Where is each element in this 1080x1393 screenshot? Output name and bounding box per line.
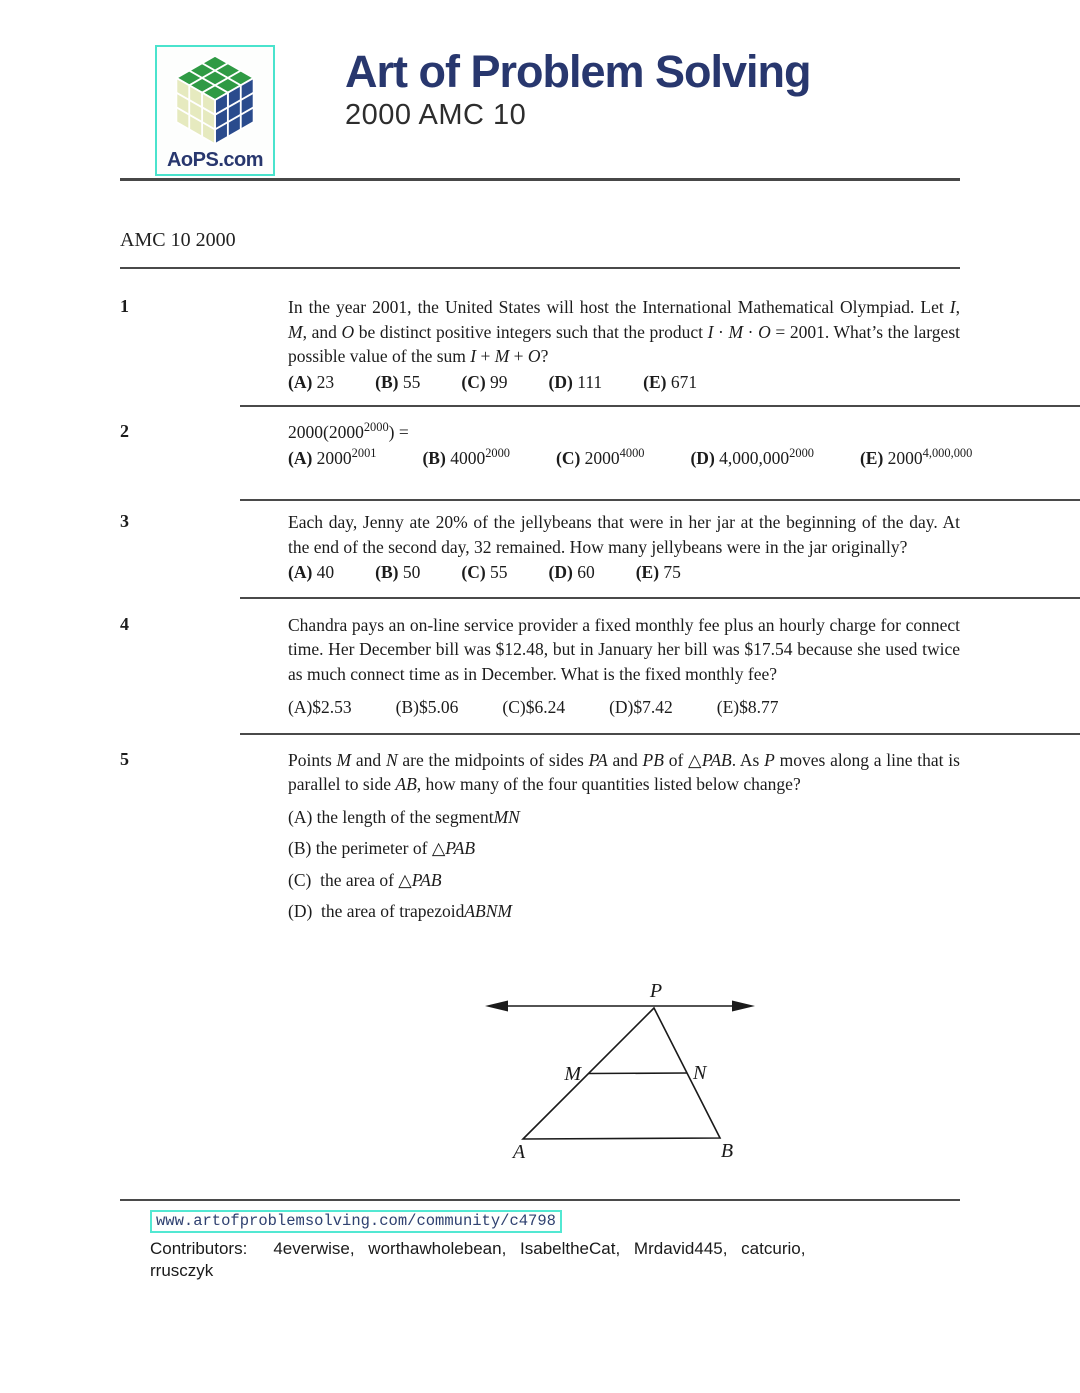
p5-item-d: (D) the area of trapezoidABNM [288, 901, 512, 921]
problem-number: 5 [120, 748, 129, 769]
p1-choice-c: (C) 99 [461, 371, 508, 392]
p3-choice-e: (E) 75 [635, 562, 681, 582]
aops-cube-logo [169, 52, 261, 148]
problem-text: $2000(2000^{2000})$ = [288, 420, 409, 442]
quantity-list [288, 805, 960, 924]
choices-row [288, 446, 972, 471]
triangle-figure [460, 981, 780, 1171]
header-rule [120, 178, 960, 181]
p2-choice-b: (B) $4000^{2000}$ [422, 445, 510, 468]
brand [345, 48, 811, 132]
problem-body [288, 295, 960, 394]
segment-mn [589, 1073, 688, 1074]
p4-choice-a: (A)$2.53 [288, 697, 352, 717]
vertex-label-a: A [512, 1140, 526, 1163]
problem-number: 1 [120, 296, 129, 316]
brand-subtitle: 2000 AMC 10 [345, 99, 527, 132]
p2-choice-e: (E) 2000$^{4,000,000}$ [859, 445, 973, 468]
problem-text: Points M and N are the midpoints of sides PA and PB of △PAB. As P moves along a line that is parallel to side AB, how many of the four quantities listed below change? [288, 749, 960, 794]
p4-choice-c: (C)$6.24 [502, 697, 566, 717]
p4-choice-e: (E)$8.77 [716, 697, 779, 717]
problem-number: 4 [120, 613, 129, 634]
contributors [150, 1238, 840, 1282]
problem-body [288, 613, 960, 720]
contributors-names: 4everwise, worthawholebean, IsabeltheCat, Mrdavid445, catcurio, rrusczyk [150, 1238, 806, 1280]
p1-choice-d: (D) 111 [548, 371, 603, 392]
right-arrowhead-icon [732, 1000, 755, 1011]
p1-choice-a: (A) 23 [288, 371, 335, 392]
p5-item-a: (A) the length of the segmentMN [288, 806, 520, 827]
choices-row [288, 695, 960, 720]
problem-text: Each day, Jenny ate 20% of the jellybeans that were in her jar at the beginning of the day. At the end of the second day, 32 remained. How many jellybeans were in the jar originally? [288, 512, 960, 557]
vertex-label-b: B [720, 1139, 734, 1162]
problem-list [120, 269, 973, 931]
p3-choice-b: (B) 50 [375, 562, 421, 582]
figure-lines [485, 1000, 755, 1139]
footer-rule [120, 1199, 960, 1201]
problem-text: In the year 2001, the United States will host the International Mathematical Olympiad. Let I, M, and O be distinct positive integers such that the product I · M · O = 2001. What’s the largest possible value of the sum I + M + O? [288, 297, 960, 366]
vertex-label-p: P [649, 980, 663, 1002]
p2-choice-a: (A) $2000^{2001}$ [288, 445, 377, 468]
aops-logo-box [155, 45, 275, 176]
problem-body [288, 420, 972, 470]
problem-number: 3 [120, 511, 129, 531]
p1-choice-b: (B) 55 [375, 371, 421, 392]
header [0, 0, 1080, 183]
brand-title: Art of Problem Solving [345, 46, 811, 97]
p4-choice-b: (B)$5.06 [395, 697, 459, 717]
vertex-label-m: M [564, 1062, 581, 1085]
problem-5 [120, 735, 960, 931]
community-link[interactable]: www.artofproblemsolving.com/community/c4798 [150, 1210, 562, 1233]
problem-2 [120, 407, 973, 499]
page-heading: AMC 10 2000 [120, 229, 236, 251]
choices-row [288, 560, 960, 585]
left-arrowhead-icon [485, 1000, 508, 1011]
p3-choice-a: (A) 40 [288, 562, 335, 582]
p3-choice-d: (D) 60 [548, 562, 595, 582]
problem-text: Chandra pays an on-line service provider a fixed monthly fee plus an hourly charge for connect time. Her December bill was $12.48, but in January her bill was $17.54 because she used twice as much connect time as in December. What is the fixed monthly fee? [288, 614, 960, 684]
p5-item-b: (B) the perimeter of △PAB [288, 838, 476, 858]
problem-3 [120, 501, 960, 597]
cube-center-block [202, 85, 228, 114]
p3-choice-c: (C) 55 [461, 562, 508, 582]
p2-choice-c: (C) $2000^{4000}$ [556, 445, 645, 468]
p2-choice-d: (D) $4,000,000^{2000}$ [690, 445, 814, 468]
choices-row [288, 370, 960, 395]
problem-body [288, 510, 960, 585]
contributors-label: Contributors: [150, 1238, 248, 1258]
vertex-label-n: N [693, 1061, 707, 1084]
problem-body [288, 748, 960, 931]
problem-4 [120, 599, 960, 733]
problem-number: 2 [120, 421, 129, 441]
logo-label: AoPS.com [166, 149, 264, 171]
problem-1 [120, 269, 960, 405]
p5-item-c: (C) the area of △PAB [288, 869, 442, 890]
p4-choice-d: (D)$7.42 [609, 697, 673, 717]
p1-choice-e: (E) 671 [643, 371, 698, 392]
